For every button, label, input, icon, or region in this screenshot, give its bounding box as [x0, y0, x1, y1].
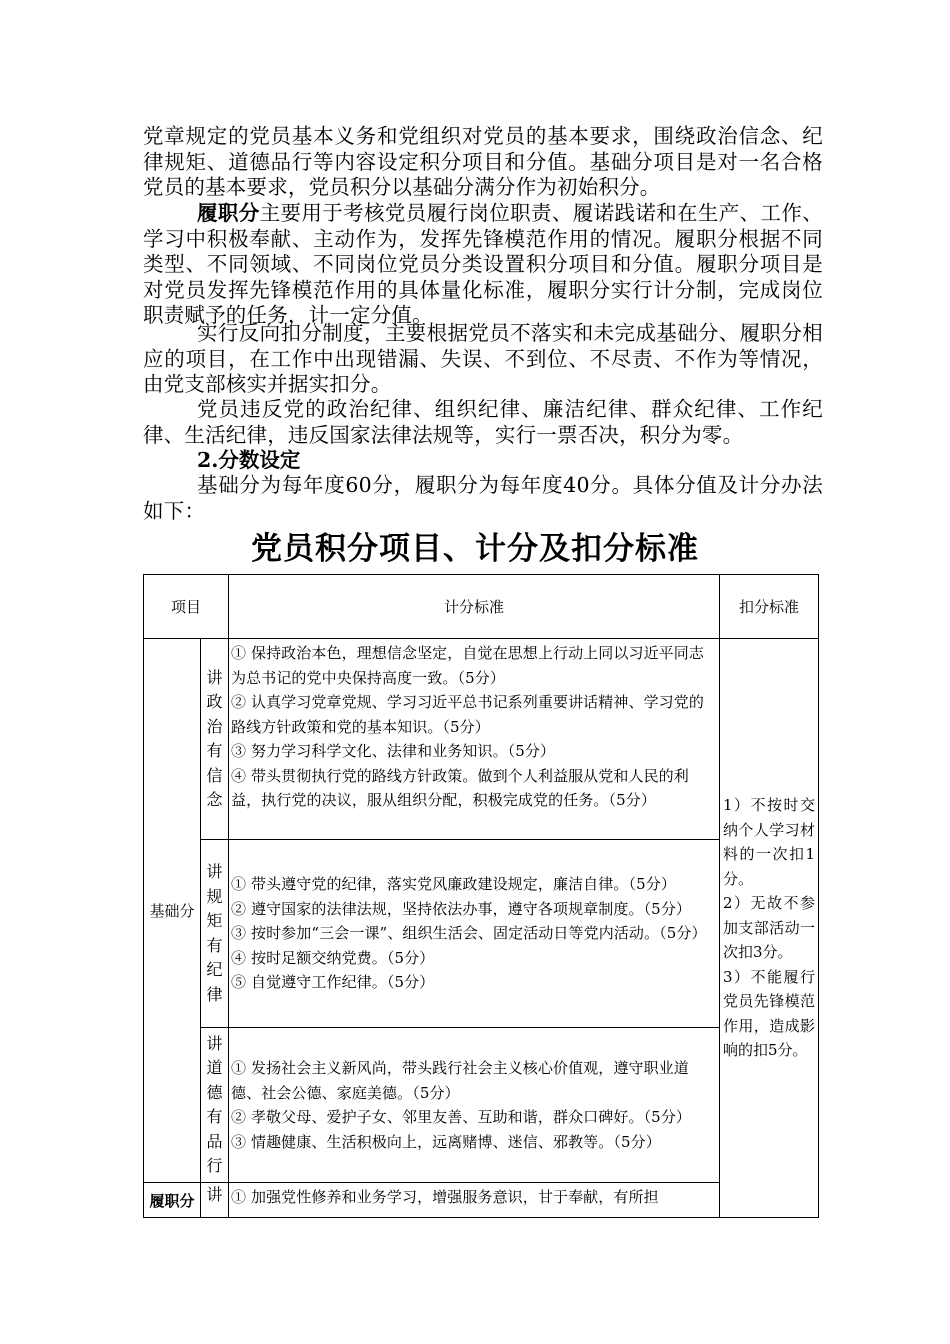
duty-score-term: 履职分 [197, 201, 260, 225]
paragraph-deduction: 实行反向扣分制度，主要根据党员不落实和未完成基础分、履职分相应的项目，在工作中出现错漏、失误、不到位、不尽责、不作为等情况，由党支部核实并据实扣分。 [143, 321, 823, 397]
group-label-duty: 讲 [201, 1183, 229, 1218]
list-item: ① 发扬社会主义新风尚，带头践行社会主义核心价值观，遵守职业道德、社会公德、家庭美德。（5分） [231, 1059, 689, 1102]
paragraph-veto: 党员违反党的政治纪律、组织纪律、廉洁纪律、群众纪律、工作纪律、生活纪律，违反国家法律法规等，实行一票否决，积分为零。 [143, 397, 823, 447]
table-row [144, 840, 819, 1028]
table-row [144, 1028, 819, 1183]
duty-score-text: 主要用于考核党员履行岗位职责、履诺践诺和在生产、工作、学习中积极奉献、主动作为，发挥先锋模范作用的情况。履职分根据不同类型、不同领域、不同岗位党员分类设置积分项目和分值。履职分项目是对党员发挥先锋模范作用的具体量化标准，履职分实行计分制，完成岗位职责赋予的任务，计一定分值。 [143, 201, 823, 328]
table-row [144, 1183, 819, 1218]
list-item: ② 认真学习党章党规、学习习近平总书记系列重要讲话精神、学习党的路线方针政策和党的基本知识。（5分） [231, 693, 704, 736]
criteria-politics [229, 639, 720, 840]
list-item: ⑤ 自觉遵守工作纪律。（5分） [231, 973, 435, 992]
header-deduction: 扣分标准 [720, 575, 819, 639]
header-scoring: 计分标准 [229, 575, 720, 639]
list-item: ① 保持政治本色，理想信念坚定，自觉在思想上行动上同以习近平同志为总书记的党中央保持高度一致。（5分） [231, 644, 704, 687]
list-item: ② 孝敬父母、爱护子女、邻里友善、互助和谐，群众口碑好。（5分） [231, 1108, 692, 1126]
list-item: ① 带头遵守党的纪律，落实党风廉政建设规定，廉洁自律。（5分） [231, 875, 676, 894]
paragraph-duty-score [143, 201, 823, 329]
list-item: ② 遵守国家的法律法规，坚持依法办事，遵守各项规章制度。（5分） [231, 899, 692, 918]
criteria-morality [229, 1028, 720, 1183]
criteria-duty: ① 加强党性修养和业务学习，增强服务意识，甘于奉献，有所担 [229, 1183, 720, 1218]
criteria-discipline [229, 840, 720, 1028]
scoring-table [143, 574, 819, 1218]
deduction-item: 2）无故不参加支部活动一次扣3分。 [723, 894, 816, 962]
group-label-morality: 讲 道 德 有 品 行 [201, 1028, 229, 1183]
group-label-discipline: 讲 规 矩 有 纪 律 [201, 840, 229, 1028]
list-item: ④ 带头贯彻执行党的路线方针政策。做到个人利益服从党和人民的利益，执行党的决议，服从组织分配，积极完成党的任务。（5分） [231, 766, 689, 809]
list-item: ③ 努力学习科学文化、法律和业务知识。（5分） [231, 742, 556, 760]
paragraph-basic-score: 党章规定的党员基本义务和党组织对党员的基本要求，围绕政治信念、纪律规矩、道德品行等内容设定积分项目和分值。基础分项目是对一名合格党员的基本要求，党员积分以基础分满分作为初始积分。 [143, 124, 823, 200]
table-row [144, 639, 819, 840]
list-item: ③ 按时参加“三会一课”、组织生活会、固定活动日等党内活动。（5分） [231, 924, 707, 943]
category-basic: 基础分 [144, 639, 201, 1183]
table-title: 党员积分项目、计分及扣分标准 [251, 531, 699, 567]
table-header-row [144, 575, 819, 639]
paragraph-score-setting: 基础分为每年度60分，履职分为每年度40分。具体分值及计分办法如下： [143, 473, 823, 523]
deduction-item: 3）不能履行党员先锋模范作用，造成影响的扣5分。 [723, 967, 816, 1060]
group-label-politics: 讲 政 治 有 信 念 [201, 639, 229, 840]
list-item: ④ 按时足额交纳党费。（5分） [231, 948, 435, 967]
section-heading: 2.分数设定 [197, 448, 301, 472]
list-item: ③ 情趣健康、生活积极向上，远离赌博、迷信、邪教等。（5分） [231, 1132, 661, 1151]
header-item: 项目 [144, 575, 229, 639]
category-duty: 履职分 [144, 1183, 201, 1218]
deduction-standards [720, 639, 819, 1218]
deduction-item: 1）不按时交纳个人学习材料的一次扣1分。 [723, 796, 816, 888]
